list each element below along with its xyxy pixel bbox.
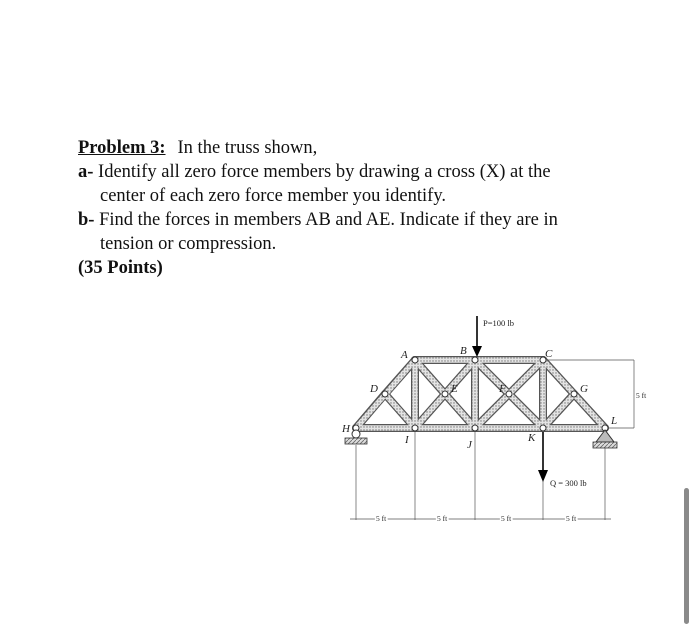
- joint-label-g: G: [580, 383, 588, 395]
- part-a-label: a-: [78, 162, 94, 182]
- span-label-2: 5 ft: [437, 514, 448, 523]
- problem-title-text: In the truss shown,: [177, 138, 318, 158]
- load-p-arrow: [472, 316, 482, 357]
- span-label-1: 5 ft: [376, 514, 387, 523]
- part-b-label: b-: [78, 210, 95, 230]
- joint-label-f: F: [499, 383, 506, 395]
- points-close-paren: ): [156, 258, 163, 278]
- joint-label-d: D: [370, 383, 378, 395]
- joint-label-c: C: [545, 348, 553, 360]
- load-q-arrow: [538, 432, 548, 482]
- part-a-text-2: center of each zero force member you identify.: [100, 186, 447, 206]
- points-open-paren: (: [78, 258, 85, 278]
- height-dimension-label: 5 ft: [636, 391, 647, 400]
- points-value: 35 Points: [84, 258, 157, 278]
- part-a-text-1: Identify all zero force members by drawing a cross (X) at the: [98, 162, 551, 182]
- joint-label-b: B: [460, 345, 467, 357]
- vertical-scrollbar[interactable]: [684, 488, 689, 624]
- load-p-label: P=100 lb: [483, 318, 515, 328]
- joint-label-j: J: [467, 439, 472, 451]
- joint-label-l: L: [611, 415, 618, 427]
- load-q-label: Q = 300 lb: [550, 478, 587, 488]
- joint-label-e: E: [451, 383, 458, 395]
- joint-label-h: H: [342, 423, 350, 435]
- span-label-3: 5 ft: [501, 514, 512, 523]
- part-b-text-2: tension or compression.: [100, 234, 277, 254]
- joint-label-a: A: [401, 349, 408, 361]
- span-label-4: 5 ft: [566, 514, 577, 523]
- joint-label-k: K: [528, 432, 536, 444]
- truss-members: [356, 360, 605, 428]
- part-b-text-1: Find the forces in members AB and AE. Indicate if they are in: [99, 210, 558, 230]
- joint-label-i: I: [405, 434, 409, 446]
- problem-title-label: Problem 3:: [78, 138, 166, 158]
- pin-support-l: [593, 430, 617, 448]
